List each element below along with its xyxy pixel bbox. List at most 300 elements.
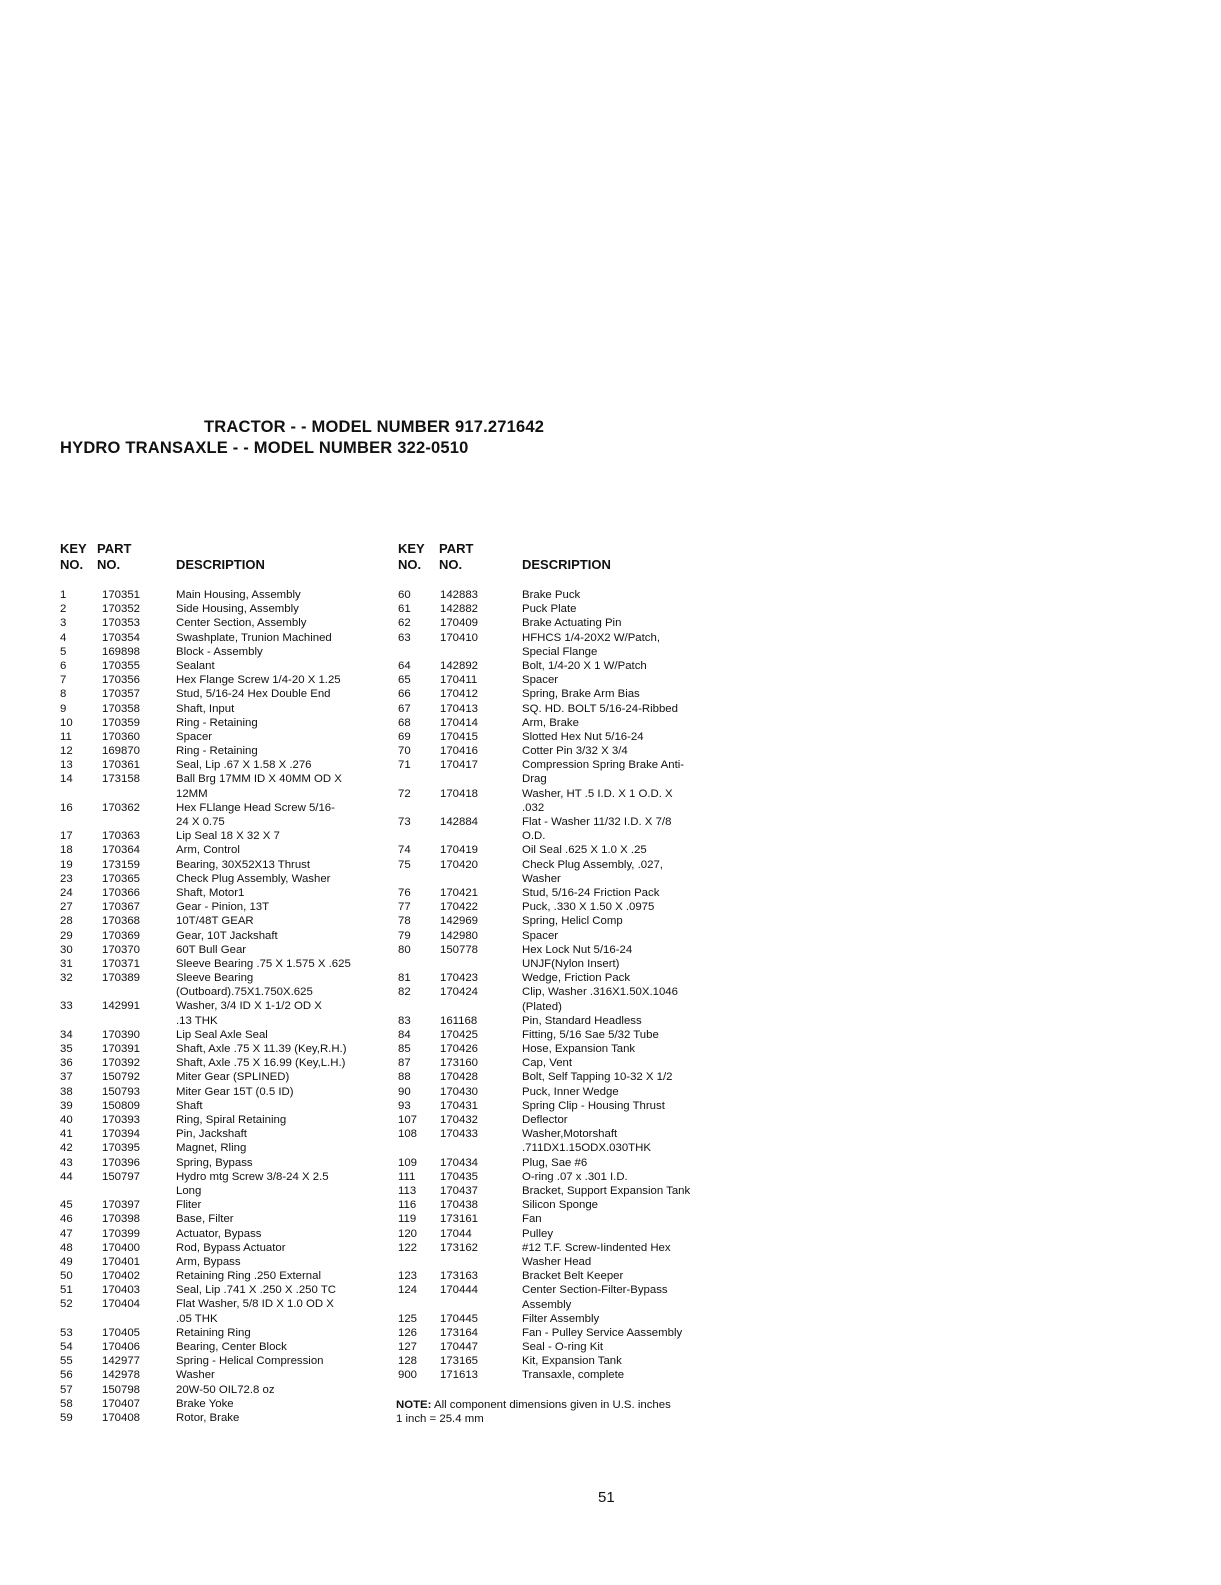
part-description: Check Plug Assembly, .027, Washer <box>522 858 663 885</box>
part-description: Bolt, 1/4-20 X 1 W/Patch <box>522 659 647 672</box>
part-description: Hydro mtg Screw 3/8-24 X 2.5 Long <box>176 1170 329 1197</box>
part-description: Shaft, Axle .75 X 16.99 (Key,L.H.) <box>176 1057 346 1070</box>
part-number: 142977 <box>102 1355 141 1368</box>
key-number: 36 <box>60 1057 73 1070</box>
part-description: Seal, Lip .741 X .250 X .250 TC <box>176 1284 336 1297</box>
key-number: 14 <box>60 773 73 786</box>
key-number: 53 <box>60 1326 73 1339</box>
part-number: 170354 <box>102 631 141 644</box>
key-number: 9 <box>60 702 67 715</box>
part-number: 150778 <box>440 943 479 956</box>
part-number: 173163 <box>440 1270 479 1283</box>
key-number: 113 <box>398 1185 417 1197</box>
key-number: 74 <box>398 844 411 857</box>
part-description: Ball Brg 17MM ID X 40MM OD X 12MM <box>176 773 342 800</box>
key-number: 69 <box>398 730 411 743</box>
part-number: 170413 <box>440 702 479 715</box>
key-number: 900 <box>398 1369 418 1382</box>
part-description: Check Plug Assembly, Washer <box>176 872 331 885</box>
key-number: 33 <box>60 1000 73 1013</box>
key-number: 12 <box>60 745 73 758</box>
part-description: Kit, Expansion Tank <box>522 1355 622 1368</box>
key-number: 58 <box>60 1397 73 1410</box>
key-number: 35 <box>60 1043 73 1056</box>
key-number: 120 <box>398 1227 418 1240</box>
key-number: 66 <box>398 688 411 701</box>
part-number: 170394 <box>102 1128 141 1141</box>
part-description: Sealant <box>176 659 215 672</box>
key-number: 43 <box>60 1156 73 1169</box>
part-description: Plug, Sae #6 <box>522 1156 588 1169</box>
part-description: O-ring .07 x .301 I.D. <box>522 1170 628 1183</box>
key-number: 83 <box>398 1014 411 1027</box>
part-description: Gear - Pinion, 13T <box>176 901 270 914</box>
description-header-left: DESCRIPTION <box>176 557 265 572</box>
part-description: Shaft, Motor1 <box>176 886 245 899</box>
key-number: 56 <box>60 1369 73 1382</box>
key-number: 70 <box>398 745 411 758</box>
key-number: 68 <box>398 716 411 729</box>
key-number: 116 <box>398 1199 417 1212</box>
key-number: 39 <box>60 1099 73 1112</box>
part-number: 170444 <box>440 1284 479 1297</box>
key-number: 57 <box>60 1383 73 1396</box>
key-number: 90 <box>398 1085 411 1098</box>
part-number: 170407 <box>102 1397 141 1410</box>
part-number: 142978 <box>102 1369 141 1382</box>
key-number: 45 <box>60 1199 73 1212</box>
key-number: 128 <box>398 1355 418 1368</box>
part-number: 170400 <box>102 1241 141 1254</box>
part-number: 170355 <box>102 659 141 672</box>
part-number: 170371 <box>102 957 141 970</box>
part-description: Brake Actuating Pin <box>522 617 622 630</box>
part-number: 173159 <box>102 858 141 871</box>
part-number: 170353 <box>102 617 141 630</box>
part-number: 161168 <box>440 1014 478 1027</box>
key-number: 24 <box>60 886 73 899</box>
key-number: 10 <box>60 716 73 729</box>
part-description: Spacer <box>522 674 559 687</box>
part-description: Base, Filter <box>176 1213 234 1226</box>
part-number: 170410 <box>440 631 479 644</box>
part-description: Fliter <box>176 1199 202 1212</box>
part-description: Stud, 5/16-24 Friction Pack <box>522 887 660 900</box>
part-number: 170412 <box>440 688 479 701</box>
part-description: Pulley <box>522 1227 554 1240</box>
part-description: Compression Spring Brake Anti- Drag <box>522 759 685 786</box>
part-description: Ring - Retaining <box>176 745 258 758</box>
part-description: Arm, Control <box>176 844 240 857</box>
part-description: Block - Assembly <box>176 645 263 658</box>
page-number: 51 <box>598 1489 615 1506</box>
key-number: 71 <box>398 759 411 772</box>
key-number: 46 <box>60 1213 73 1226</box>
part-number: 170432 <box>440 1114 479 1127</box>
part-number: 170426 <box>440 1043 479 1056</box>
key-number: 4 <box>60 631 67 644</box>
part-number: 170425 <box>440 1028 479 1041</box>
part-description: Clip, Washer .316X1.50X.1046 (Plated) <box>522 986 678 1013</box>
part-number: 170447 <box>440 1341 479 1354</box>
key-number: 88 <box>398 1071 411 1084</box>
part-description: #12 T.F. Screw-Iindented Hex Washer Head <box>522 1241 671 1268</box>
part-description: Miter Gear 15T (0.5 ID) <box>176 1085 294 1098</box>
part-description: Arm, Bypass <box>176 1255 241 1268</box>
part-number: 170420 <box>440 858 479 871</box>
part-description: Seal, Lip .67 X 1.58 X .276 <box>176 759 312 772</box>
key-number: 79 <box>398 929 411 942</box>
part-description: Actuator, Bypass <box>176 1227 262 1240</box>
part-number: 150798 <box>102 1383 141 1396</box>
part-number: 142969 <box>440 915 479 928</box>
part-number: 170365 <box>102 872 141 885</box>
part-description: Bolt, Self Tapping 10-32 X 1/2 <box>522 1071 673 1084</box>
part-number: 169898 <box>102 645 141 658</box>
part-description: Fan <box>522 1213 542 1226</box>
part-number: 170433 <box>440 1128 479 1141</box>
key-number: 81 <box>398 972 411 985</box>
key-number: 125 <box>398 1312 418 1325</box>
dimensions-note <box>396 1398 671 1426</box>
key-number: 32 <box>60 972 73 985</box>
part-number: 170357 <box>102 688 141 701</box>
key-number: 65 <box>398 674 411 687</box>
part-number: 170406 <box>102 1341 141 1354</box>
part-description: Center Section, Assembly <box>176 617 307 630</box>
key-number: 61 <box>398 603 411 616</box>
key-number: 47 <box>60 1227 73 1240</box>
part-number: 170361 <box>102 759 141 772</box>
part-description: Sleeve Bearing .75 X 1.575 X .625 <box>176 957 351 970</box>
part-number: 173161 <box>440 1213 479 1226</box>
key-number: 63 <box>398 631 411 644</box>
part-number: 170398 <box>102 1213 141 1226</box>
key-number: 13 <box>60 759 73 772</box>
key-number: 23 <box>60 872 73 885</box>
part-number: 170424 <box>440 986 479 999</box>
part-number: 170396 <box>102 1156 141 1169</box>
part-number: 170415 <box>440 730 479 743</box>
part-number: 150809 <box>102 1099 141 1112</box>
part-description: Bearing, 30X52X13 Thrust <box>176 858 311 871</box>
part-description: Fitting, 5/16 Sae 5/32 Tube <box>522 1028 659 1041</box>
part-number: 170423 <box>440 972 479 985</box>
part-number: 170363 <box>102 830 141 843</box>
key-number: 109 <box>398 1156 418 1169</box>
part-description: Miter Gear (SPLINED) <box>176 1071 290 1084</box>
part-number: 170421 <box>440 887 479 900</box>
part-number: 171613 <box>440 1369 479 1382</box>
part-description: Hose, Expansion Tank <box>522 1043 636 1056</box>
part-number: 150793 <box>102 1085 141 1098</box>
part-number: 170367 <box>102 901 141 914</box>
part-description: Oil Seal .625 X 1.0 X .25 <box>522 844 647 857</box>
part-description: Retaining Ring .250 External <box>176 1270 322 1283</box>
part-number: 170356 <box>102 674 141 687</box>
part-description: Shaft, Axle .75 X 11.39 (Key,R.H.) <box>176 1043 347 1056</box>
key-number: 8 <box>60 688 67 701</box>
part-description: Flat - Washer 11/32 I.D. X 7/8 O.D. <box>522 816 672 843</box>
key-number: 64 <box>398 659 411 672</box>
part-description: Cotter Pin 3/32 X 3/4 <box>522 745 628 758</box>
part-number: 170370 <box>102 943 141 956</box>
part-description: Spring, Bypass <box>176 1156 253 1169</box>
part-description: Spacer <box>176 730 213 743</box>
key-number: 16 <box>60 801 73 814</box>
part-description: Stud, 5/16-24 Hex Double End <box>176 688 331 701</box>
key-number: 108 <box>398 1128 418 1141</box>
part-description: Rotor, Brake <box>176 1411 240 1424</box>
key-number: 87 <box>398 1057 411 1070</box>
part-number: 150797 <box>102 1170 141 1183</box>
part-description: Side Housing, Assembly <box>176 603 299 616</box>
part-number: 170417 <box>440 759 479 772</box>
key-number: 40 <box>60 1114 73 1126</box>
part-description: Retaining Ring <box>176 1326 251 1339</box>
key-number: 17 <box>60 830 73 843</box>
key-number: 28 <box>60 915 73 928</box>
part-number: 170399 <box>102 1227 141 1240</box>
key-number: 126 <box>398 1326 418 1339</box>
part-description: Lip Seal 18 X 32 X 7 <box>176 830 280 843</box>
part-description: Rod, Bypass Actuator <box>176 1241 286 1254</box>
part-number: 170401 <box>102 1255 141 1268</box>
part-description: Lip Seal Axle Seal <box>176 1028 268 1041</box>
key-number: 11 <box>60 730 72 743</box>
key-number: 52 <box>60 1298 73 1311</box>
part-number: 170419 <box>440 844 479 857</box>
part-number: 170392 <box>102 1057 141 1070</box>
part-number: 170391 <box>102 1043 141 1056</box>
part-number: 170409 <box>440 617 479 630</box>
part-description: Hex Lock Nut 5/16-24 UNJF(Nylon Insert) <box>522 943 633 970</box>
part-description: Hex Flange Screw 1/4-20 X 1.25 <box>176 674 341 687</box>
part-number: 142892 <box>440 659 479 672</box>
part-description: Swashplate, Trunion Machined <box>176 631 332 644</box>
part-number: 170422 <box>440 901 479 914</box>
page-title: TRACTOR - - MODEL NUMBER 917.271642 <box>204 418 545 436</box>
part-description: Puck, .330 X 1.50 X .0975 <box>522 901 655 914</box>
part-description: Shaft <box>176 1099 203 1112</box>
part-description: Arm, Brake <box>522 716 579 729</box>
part-number: 169870 <box>102 745 141 758</box>
part-no-header-right: PART NO. <box>439 541 474 572</box>
key-number: 5 <box>60 645 67 658</box>
part-description: Bracket, Support Expansion Tank <box>522 1185 691 1197</box>
key-number: 93 <box>398 1099 411 1112</box>
part-number: 170434 <box>440 1156 479 1169</box>
note-text: All component dimensions given in U.S. inches <box>431 1399 671 1411</box>
part-number: 170390 <box>102 1028 141 1041</box>
key-number: 84 <box>398 1028 411 1041</box>
key-number: 50 <box>60 1270 73 1283</box>
part-description: Cap, Vent <box>522 1057 573 1070</box>
key-number: 38 <box>60 1085 73 1098</box>
key-number: 6 <box>60 659 67 672</box>
key-number: 76 <box>398 887 411 900</box>
part-number: 170362 <box>102 801 141 814</box>
part-number: 170414 <box>440 716 479 729</box>
part-description: Hex FLlange Head Screw 5/16- 24 X 0.75 <box>176 801 335 829</box>
part-description: Spring, Helicl Comp <box>522 915 623 928</box>
key-number: 51 <box>60 1284 73 1297</box>
part-number: 170393 <box>102 1114 141 1126</box>
key-number: 59 <box>60 1411 73 1424</box>
note-conversion: 1 inch = 25.4 mm <box>396 1413 484 1426</box>
key-number: 72 <box>398 787 411 800</box>
part-description: 60T Bull Gear <box>176 943 247 956</box>
part-description: Center Section-Filter-Bypass Assembly <box>522 1284 668 1311</box>
part-description: Pin, Standard Headless <box>522 1014 642 1027</box>
key-number: 34 <box>60 1028 73 1041</box>
key-number: 80 <box>398 943 411 956</box>
key-no-header-right: KEY NO. <box>398 541 425 572</box>
key-number: 54 <box>60 1341 73 1354</box>
part-number: 170404 <box>102 1298 141 1311</box>
part-description: Flat Washer, 5/8 ID X 1.0 OD X .05 THK <box>176 1298 334 1325</box>
key-number: 119 <box>398 1213 417 1226</box>
key-number: 49 <box>60 1255 73 1268</box>
part-description: Deflector <box>522 1114 568 1127</box>
part-number: 170360 <box>102 730 141 743</box>
part-description: Spring - Helical Compression <box>176 1355 324 1368</box>
part-description: Pin, Jackshaft <box>176 1128 247 1141</box>
part-number: 170351 <box>102 589 141 601</box>
key-number: 29 <box>60 929 73 942</box>
page-subtitle: HYDRO TRANSAXLE - - MODEL NUMBER 322-0510 <box>60 439 469 457</box>
key-number: 127 <box>398 1341 418 1354</box>
part-number: 170366 <box>102 886 141 899</box>
part-number: 170435 <box>440 1170 479 1183</box>
part-number: 170445 <box>440 1312 479 1325</box>
key-number: 3 <box>60 617 67 630</box>
part-number: 142884 <box>440 816 479 829</box>
part-description: HFHCS 1/4-20X2 W/Patch, Special Flange <box>522 631 661 658</box>
part-number: 170359 <box>102 716 141 729</box>
part-number: 170369 <box>102 929 141 942</box>
part-number: 170408 <box>102 1411 141 1424</box>
part-number: 170418 <box>440 787 479 800</box>
part-description: Brake Yoke <box>176 1397 234 1410</box>
part-description: Brake Puck <box>522 589 581 601</box>
part-number: 170405 <box>102 1326 141 1339</box>
part-description: Bracket Belt Keeper <box>522 1270 624 1283</box>
part-number: 173162 <box>440 1241 479 1254</box>
note-label: NOTE: <box>396 1399 432 1411</box>
key-number: 7 <box>60 674 67 687</box>
part-description: Washer, HT .5 I.D. X 1 O.D. X .032 <box>522 787 673 814</box>
part-description: Puck, Inner Wedge <box>522 1085 619 1098</box>
part-number: 170364 <box>102 844 141 857</box>
part-number: 170437 <box>440 1185 479 1197</box>
part-description: Main Housing, Assembly <box>176 589 301 601</box>
key-number: 55 <box>60 1355 73 1368</box>
key-number: 77 <box>398 901 411 914</box>
part-description: Bearing, Center Block <box>176 1341 287 1354</box>
key-number: 122 <box>398 1241 418 1254</box>
part-number: 170416 <box>440 745 479 758</box>
part-number: 170352 <box>102 603 141 616</box>
part-description: Filter Assembly <box>522 1312 600 1325</box>
key-number: 78 <box>398 915 411 928</box>
key-number: 1 <box>60 589 67 601</box>
part-description: 10T/48T GEAR <box>176 915 254 928</box>
part-description: Ring - Retaining <box>176 716 258 729</box>
part-description: Silicon Sponge <box>522 1199 598 1212</box>
description-header-right: DESCRIPTION <box>522 557 611 572</box>
key-number: 44 <box>60 1170 73 1183</box>
part-description: Fan - Pulley Service Aassembly <box>522 1326 683 1339</box>
part-description: Wedge, Friction Pack <box>522 972 631 985</box>
key-number: 67 <box>398 702 411 715</box>
part-description: Slotted Hex Nut 5/16-24 <box>522 730 644 743</box>
key-number: 62 <box>398 617 411 630</box>
part-description: SQ. HD. BOLT 5/16-24-Ribbed <box>522 702 678 715</box>
part-description: Gear, 10T Jackshaft <box>176 929 278 942</box>
part-description: Transaxle, complete <box>522 1369 625 1382</box>
part-number: 173164 <box>440 1326 479 1339</box>
part-number: 170411 <box>440 674 478 687</box>
part-description: Magnet, Rling <box>176 1142 247 1155</box>
key-number: 73 <box>398 816 411 829</box>
part-number: 142980 <box>440 929 479 942</box>
key-number: 48 <box>60 1241 73 1254</box>
part-number: 170358 <box>102 702 141 715</box>
key-number: 124 <box>398 1284 418 1297</box>
part-description: Washer,Motorshaft .711DX1.15ODX.030THK <box>522 1128 651 1155</box>
part-number: 170403 <box>102 1284 141 1297</box>
part-number: 170389 <box>102 972 141 985</box>
part-number: 170397 <box>102 1199 141 1212</box>
part-number: 17044 <box>440 1227 472 1240</box>
key-no-header-left: KEY NO. <box>60 541 87 572</box>
part-number: 173165 <box>440 1355 479 1368</box>
key-number: 60 <box>398 589 411 601</box>
part-description: Spacer <box>522 929 559 942</box>
part-description: Washer <box>176 1369 215 1382</box>
part-description: 20W-50 OIL72.8 oz <box>176 1383 275 1396</box>
key-number: 31 <box>60 957 73 970</box>
key-number: 107 <box>398 1114 418 1127</box>
part-number: 170430 <box>440 1085 479 1098</box>
part-number: 142991 <box>102 1000 141 1013</box>
key-number: 42 <box>60 1142 73 1155</box>
part-description: Puck Plate <box>522 603 577 616</box>
key-number: 82 <box>398 986 411 999</box>
part-number: 150792 <box>102 1071 141 1084</box>
part-description: Seal - O-ring Kit <box>522 1341 604 1354</box>
key-number: 111 <box>398 1170 416 1183</box>
key-number: 41 <box>60 1128 73 1141</box>
part-description: Spring, Brake Arm Bias <box>522 688 640 701</box>
key-number: 18 <box>60 844 73 857</box>
part-number: 170368 <box>102 915 141 928</box>
part-number: 170428 <box>440 1071 479 1084</box>
key-number: 2 <box>60 603 67 616</box>
part-no-header-left: PART NO. <box>97 541 132 572</box>
part-number: 173160 <box>440 1057 479 1070</box>
part-number: 170402 <box>102 1270 141 1283</box>
part-number: 142882 <box>440 603 479 616</box>
part-description: Ring, Spiral Retaining <box>176 1114 287 1126</box>
part-number: 170395 <box>102 1142 141 1155</box>
part-description: Sleeve Bearing (Outboard).75X1.750X.625 <box>176 972 313 999</box>
part-number: 170438 <box>440 1199 479 1212</box>
key-number: 19 <box>60 858 73 871</box>
part-description: Spring Clip - Housing Thrust <box>522 1099 665 1112</box>
part-description: Shaft, Input <box>176 702 235 715</box>
